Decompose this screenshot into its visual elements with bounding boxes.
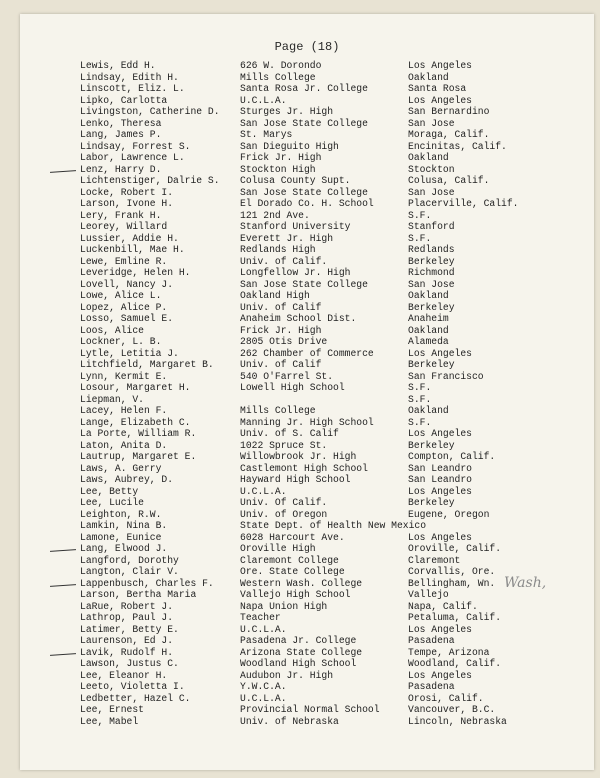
entry-address: San Jose State College: [240, 278, 368, 290]
entry-name: Laton, Anita D.: [80, 439, 168, 451]
list-item: [80, 60, 580, 72]
entry-address: San Jose State College: [240, 117, 368, 129]
entry-address: Pasadena Jr. College: [240, 635, 357, 646]
entry-name: Lacey, Helen F.: [80, 405, 168, 416]
entry-city: Vancouver, B.C.: [408, 704, 496, 715]
pen-mark: [50, 170, 76, 173]
list-item: [80, 428, 580, 440]
entry-city: Santa Rosa: [408, 83, 467, 94]
list-item: [80, 95, 580, 107]
entry-address: 6028 Harcourt Ave.: [240, 531, 345, 543]
entry-name: Labor, Lawrence L.: [80, 152, 185, 163]
entry-city: Moraga, Calif.: [408, 129, 490, 140]
entry-address: Ore. State College: [240, 566, 345, 577]
list-item: [80, 474, 580, 486]
entry-city: San Bernardino: [408, 106, 490, 117]
list-item: [80, 601, 580, 613]
entry-address: Longfellow Jr. High: [240, 267, 351, 278]
entry-name: LaRue, Robert J.: [80, 600, 174, 612]
entry-name: Laws, A. Gerry: [80, 462, 162, 474]
entry-name: Lawson, Justus C.: [80, 658, 179, 669]
entry-name: Loos, Alice: [80, 324, 144, 336]
entry-city: Anaheim: [408, 313, 449, 324]
entry-address: Arizona State College: [240, 646, 363, 658]
list-item: [80, 486, 580, 498]
entry-address: Western Wash. College: [240, 577, 363, 589]
entry-city: S.F.: [408, 232, 432, 244]
entry-city: San Francisco: [408, 370, 484, 382]
list-item: [80, 394, 580, 406]
entry-address: El Dorado Co. H. School: [240, 198, 374, 209]
entry-name: Losso, Samuel E.: [80, 313, 174, 324]
entry-address: Willowbrook Jr. High: [240, 451, 357, 462]
list-item: [80, 647, 580, 659]
entry-city: Stanford: [408, 221, 455, 232]
list-item: [80, 405, 580, 417]
entry-name: La Porte, William R.: [80, 428, 197, 439]
entry-city: Los Angeles: [408, 60, 472, 71]
entry-name: Leveridge, Helen H.: [80, 267, 191, 278]
entry-name: Lee, Betty: [80, 485, 139, 497]
entry-name: Lindsay, Forrest S.: [80, 140, 191, 152]
entry-city: Oakland: [408, 405, 449, 416]
list-item: [80, 325, 580, 337]
list-item: [80, 72, 580, 84]
list-item: [80, 313, 580, 325]
list-item: [80, 520, 580, 532]
entry-address: Univ. of Nebraska: [240, 715, 339, 727]
entry-name: Lovell, Nancy J.: [80, 278, 174, 290]
list-item: [80, 635, 580, 647]
entry-address: 121 2nd Ave.: [240, 209, 310, 221]
list-item: [80, 716, 580, 728]
entry-city: Los Angeles: [408, 669, 472, 681]
entry-name: Larson, Ivone H.: [80, 198, 174, 209]
list-item: [80, 267, 580, 279]
entry-address: St. Marys: [240, 129, 293, 140]
entry-name: Laurenson, Ed J.: [80, 635, 174, 646]
list-item: [80, 210, 580, 222]
entry-name: Lamone, Eunice: [80, 531, 162, 543]
entry-city: Alameda: [408, 336, 449, 347]
handwritten-note: Wash,: [504, 575, 547, 591]
entry-city: S.F.: [408, 393, 432, 405]
entry-name: Leeto, Violetta I.: [80, 681, 185, 692]
entry-address: Frick Jr. High: [240, 152, 322, 163]
entry-city: S.F.: [408, 382, 432, 393]
entry-name: Losour, Margaret H.: [80, 382, 191, 393]
entry-city: San Leandro: [408, 474, 472, 485]
entry-city: Los Angeles: [408, 531, 472, 543]
entry-name: Latimer, Betty E.: [80, 623, 179, 635]
entry-name: Ledbetter, Hazel C.: [80, 692, 191, 704]
list-item: [80, 106, 580, 118]
list-item: [80, 256, 580, 268]
list-item: [80, 221, 580, 233]
list-item: [80, 118, 580, 130]
entry-address: 540 O'Farrel St.: [240, 370, 334, 382]
entry-name: Lappenbusch, Charles F.: [80, 577, 214, 589]
entry-address: U.C.L.A.: [240, 94, 287, 106]
entry-name: Lichtenstiger, Dalrie S.: [80, 175, 220, 186]
entry-name: Litchfield, Margaret B.: [80, 359, 214, 370]
entry-city: Los Angeles: [408, 347, 472, 359]
entry-city: San Jose: [408, 117, 455, 129]
list-item: [80, 543, 580, 555]
entry-name: Lang, Elwood J.: [80, 543, 168, 554]
pen-mark: [50, 584, 76, 587]
entry-address: U.C.L.A.: [240, 623, 287, 635]
list-item: [80, 497, 580, 509]
list-item: [80, 83, 580, 95]
entry-address: Colusa County Supt.: [240, 175, 351, 186]
entry-name: Lee, Eleanor H.: [80, 669, 168, 681]
entry-name: Langford, Dorothy: [80, 554, 179, 566]
entry-address: Woodland High School: [240, 658, 357, 669]
list-item: [80, 704, 580, 716]
entry-address: 626 W. Dorondo: [240, 60, 322, 71]
list-item: [80, 658, 580, 670]
list-item: [80, 440, 580, 452]
list-item: [80, 244, 580, 256]
entry-name: Lussier, Addie H.: [80, 232, 179, 244]
entry-city: Corvallis, Ore.: [408, 566, 496, 577]
entry-address: San Dieguito High: [240, 140, 339, 152]
document-page: [20, 14, 594, 770]
entry-city: Pasadena: [408, 635, 455, 646]
entry-address: State Dept. of Health New Mexico: [240, 520, 427, 531]
entry-name: Leighton, R.W.: [80, 508, 162, 520]
entry-address: Lowell High School: [240, 382, 345, 393]
entry-city: Orosi, Calif.: [408, 692, 484, 704]
entry-name: Lockner, L. B.: [80, 336, 162, 347]
entry-address: Mills College: [240, 71, 316, 83]
entry-address: 1022 Spruce St.: [240, 439, 328, 451]
entry-city: Los Angeles: [408, 428, 472, 439]
entry-name: Lenz, Harry D.: [80, 163, 162, 175]
list-item: [80, 624, 580, 636]
entry-address: Stockton High: [240, 163, 316, 175]
entry-name: Lipko, Carlotta: [80, 94, 168, 106]
entry-name: Lewis, Edd H.: [80, 60, 156, 71]
entry-name: Lang, James P.: [80, 129, 162, 140]
entry-name: Lamkin, Nina B.: [80, 520, 168, 531]
entry-address: Redlands High: [240, 244, 316, 255]
list-item: [80, 371, 580, 383]
list-item: [80, 198, 580, 210]
list-item: [80, 359, 580, 371]
list-item: [80, 141, 580, 153]
entry-name: Lavik, Rudolf H.: [80, 646, 174, 658]
entry-city: Redlands: [408, 244, 455, 255]
entry-name: Lindsay, Edith H.: [80, 71, 179, 83]
entry-city: Los Angeles: [408, 485, 472, 497]
entry-address: San Jose State College: [240, 186, 368, 198]
list-item: [80, 348, 580, 360]
entry-name: Laws, Aubrey, D.: [80, 474, 174, 485]
entry-city: Lincoln, Nebraska: [408, 715, 507, 727]
entry-city: S.F.: [408, 416, 432, 428]
list-item: [80, 279, 580, 291]
entry-name: Lopez, Alice P.: [80, 301, 168, 313]
entry-city: Placerville, Calif.: [408, 198, 519, 209]
entry-address: Hayward High School: [240, 474, 351, 485]
list-item: [80, 290, 580, 302]
entry-address: Napa Union High: [240, 600, 328, 612]
entry-address: Univ. of Calif: [240, 301, 322, 313]
entry-city: Petaluma, Calif.: [408, 612, 502, 623]
entry-name: Luckenbill, Mae H.: [80, 244, 185, 255]
entry-address: Castlemont High School: [240, 462, 368, 474]
list-item: [80, 612, 580, 624]
entry-name: Lee, Mabel: [80, 715, 139, 727]
entry-city: Colusa, Calif.: [408, 175, 490, 186]
entry-city: Oakland: [408, 71, 449, 83]
list-item: [80, 382, 580, 394]
entry-city: Claremont: [408, 554, 461, 566]
entry-name: Lathrop, Paul J.: [80, 612, 174, 623]
entry-address: Univ. of Oregon: [240, 508, 328, 520]
entry-city: S.F.: [408, 209, 432, 221]
entry-name: Lenko, Theresa: [80, 117, 162, 129]
list-item: [80, 129, 580, 141]
entry-name: Lowe, Alice L.: [80, 290, 162, 301]
entry-address: Santa Rosa Jr. College: [240, 83, 368, 94]
entry-address: U.C.L.A.: [240, 692, 287, 704]
entry-address: Univ. Of Calif.: [240, 497, 328, 508]
entry-city: Vallejo: [408, 589, 449, 600]
entry-name: Leorey, Willard: [80, 221, 168, 232]
entry-address: Frick Jr. High: [240, 324, 322, 336]
entry-city: Los Angeles: [408, 94, 472, 106]
pen-mark: [50, 653, 76, 656]
entry-name: Liepman, V.: [80, 393, 144, 405]
list-item: [80, 417, 580, 429]
pen-mark: [50, 549, 76, 552]
entry-city: Pasadena: [408, 681, 455, 692]
entry-name: Lytle, Letitia J.: [80, 347, 179, 359]
entry-city: San Jose: [408, 278, 455, 290]
entry-name: Locke, Robert I.: [80, 186, 174, 198]
entry-city: Tempe, Arizona: [408, 646, 490, 658]
entry-city: Napa, Calif.: [408, 600, 478, 612]
entry-city: Encinitas, Calif.: [408, 140, 507, 152]
entry-address: Provincial Normal School: [240, 704, 380, 715]
entry-city: Stockton: [408, 163, 455, 175]
list-item: [80, 187, 580, 199]
entry-city: San Jose: [408, 186, 455, 198]
entry-address: Audubon Jr. High: [240, 669, 334, 681]
entry-address: 262 Chamber of Commerce: [240, 347, 374, 359]
entry-city: San Leandro: [408, 462, 472, 474]
entry-city: Oroville, Calif.: [408, 543, 502, 554]
entry-address: Vallejo High School: [240, 589, 351, 600]
entry-address: Manning Jr. High School: [240, 416, 374, 428]
entry-city: Berkeley: [408, 255, 455, 267]
entry-address: Univ. of Calif.: [240, 255, 328, 267]
entry-address: Oakland High: [240, 290, 310, 301]
entry-city: Richmond: [408, 267, 455, 278]
list-item: [80, 463, 580, 475]
entry-name: Lery, Frank H.: [80, 209, 162, 221]
list-item: [80, 302, 580, 314]
list-item: [80, 509, 580, 521]
directory-list: [80, 60, 580, 727]
list-item: [80, 175, 580, 187]
entry-name: Linscott, Eliz. L.: [80, 83, 185, 94]
entry-city: Berkeley: [408, 359, 455, 370]
entry-city: Bellingham, Wn.: [408, 577, 496, 589]
entry-city: Compton, Calif.: [408, 451, 496, 462]
entry-name: Langton, Clair V.: [80, 566, 179, 577]
list-item: [80, 152, 580, 164]
page-header: Page (18): [274, 40, 340, 54]
entry-address: Teacher: [240, 612, 281, 623]
list-item: [80, 670, 580, 682]
entry-address: Everett Jr. High: [240, 232, 334, 244]
entry-name: Lee, Lucile: [80, 497, 144, 508]
list-item: [80, 532, 580, 544]
entry-address: Anaheim School Dist.: [240, 313, 357, 324]
entry-city: Berkeley: [408, 439, 455, 451]
entry-address: 2805 Otis Drive: [240, 336, 328, 347]
list-item: [80, 555, 580, 567]
entry-address: Stanford University: [240, 221, 351, 232]
entry-name: Lautrup, Margaret E.: [80, 451, 197, 462]
list-item: [80, 681, 580, 693]
entry-address: Sturges Jr. High: [240, 106, 334, 117]
entry-city: Berkeley: [408, 497, 455, 508]
entry-address: Univ. of S. Calif: [240, 428, 339, 439]
entry-address: Univ. of Calif: [240, 359, 322, 370]
list-item: [80, 451, 580, 463]
entry-address: U.C.L.A.: [240, 485, 287, 497]
entry-address: Mills College: [240, 405, 316, 416]
entry-name: Lee, Ernest: [80, 704, 144, 715]
entry-name: Livingston, Catherine D.: [80, 106, 220, 117]
entry-city: Oakland: [408, 152, 449, 163]
list-item: [80, 693, 580, 705]
entry-city: Oakland: [408, 290, 449, 301]
entry-city: Oakland: [408, 324, 449, 336]
entry-name: Lewe, Emline R.: [80, 255, 168, 267]
entry-city: Eugene, Oregon: [408, 508, 490, 520]
entry-address: Oroville High: [240, 543, 316, 554]
entry-name: Lange, Elizabeth C.: [80, 416, 191, 428]
entry-name: Larson, Bertha Maria: [80, 589, 197, 600]
list-item: [80, 233, 580, 245]
entry-city: Los Angeles: [408, 623, 472, 635]
entry-city: Woodland, Calif.: [408, 658, 502, 669]
entry-address: Claremont College: [240, 554, 339, 566]
entry-address: Y.W.C.A.: [240, 681, 287, 692]
list-item: [80, 164, 580, 176]
entry-name: Lynn, Kermit E.: [80, 370, 168, 382]
list-item: [80, 336, 580, 348]
entry-city: Berkeley: [408, 301, 455, 313]
